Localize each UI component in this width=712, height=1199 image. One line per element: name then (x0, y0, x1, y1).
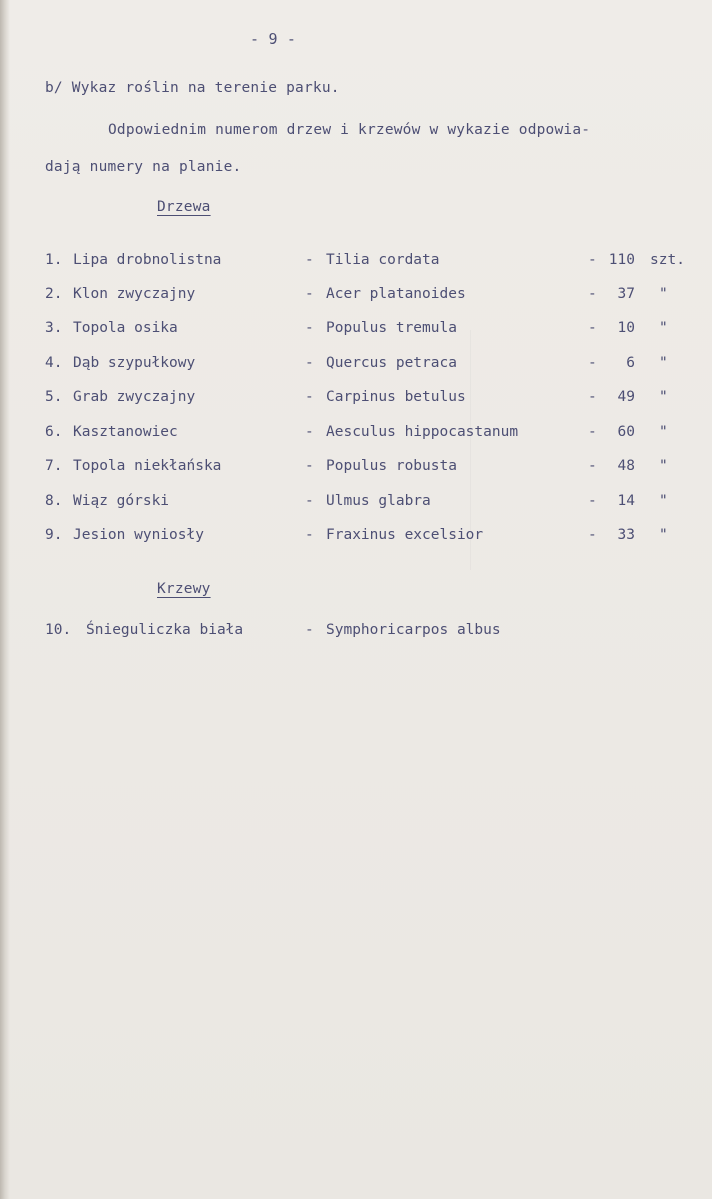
count-dash: - (588, 320, 597, 336)
count-dash: - (588, 355, 597, 371)
list-item (0, 622, 712, 646)
intro-line-2: dają numery na planie. (45, 159, 242, 175)
item-number: 3. (45, 320, 63, 336)
page-edge-shadow (0, 0, 10, 1199)
unit: " (659, 389, 668, 405)
list-item (0, 286, 712, 310)
unit: " (659, 424, 668, 440)
separator-dash: - (305, 458, 314, 474)
latin-name: Ulmus glabra (326, 493, 431, 509)
latin-name: Populus tremula (326, 320, 457, 336)
polish-name: Kasztanowiec (73, 424, 178, 440)
latin-name: Tilia cordata (326, 252, 440, 268)
list-item (0, 493, 712, 517)
item-number: 7. (45, 458, 63, 474)
separator-dash: - (305, 286, 314, 302)
count: 49 (617, 389, 635, 405)
polish-name: Topola niekłańska (73, 458, 222, 474)
trees-section-title: Drzewa (157, 199, 211, 215)
separator-dash: - (305, 424, 314, 440)
latin-name: Quercus petraca (326, 355, 457, 371)
count: 37 (617, 286, 635, 302)
count-dash: - (588, 493, 597, 509)
count: 110 (608, 252, 635, 268)
item-number: 1. (45, 252, 63, 268)
unit: " (659, 527, 668, 543)
polish-name: Klon zwyczajny (73, 286, 196, 302)
item-number: 5. (45, 389, 63, 405)
shrubs-section-title: Krzewy (157, 581, 211, 597)
item-number: 9. (45, 527, 63, 543)
polish-name: Topola osika (73, 320, 178, 336)
section-heading: b/ Wykaz roślin na terenie parku. (45, 80, 340, 96)
polish-name: Dąb szypułkowy (73, 355, 196, 371)
count: 33 (617, 527, 635, 543)
list-item (0, 527, 712, 551)
unit: " (659, 493, 668, 509)
separator-dash: - (305, 493, 314, 509)
item-number: 6. (45, 424, 63, 440)
unit: " (659, 355, 668, 371)
count: 6 (626, 355, 635, 371)
list-item (0, 252, 712, 276)
latin-name: Populus robusta (326, 458, 457, 474)
separator-dash: - (305, 252, 314, 268)
page-number: - 9 - (250, 30, 297, 48)
item-number: 10. (45, 622, 72, 638)
count-dash: - (588, 286, 597, 302)
count: 48 (617, 458, 635, 474)
count-dash: - (588, 252, 597, 268)
count: 60 (617, 424, 635, 440)
unit: " (659, 320, 668, 336)
polish-name: Lipa drobnolistna (73, 252, 222, 268)
count-dash: - (588, 424, 597, 440)
unit: " (659, 458, 668, 474)
list-item (0, 458, 712, 482)
list-item (0, 320, 712, 344)
separator-dash: - (305, 355, 314, 371)
item-number: 2. (45, 286, 63, 302)
list-item (0, 355, 712, 379)
latin-name: Aesculus hippocastanum (326, 424, 519, 440)
list-item (0, 389, 712, 413)
separator-dash: - (305, 622, 314, 638)
polish-name: Jesion wyniosły (73, 527, 204, 543)
latin-name: Symphoricarpos albus (326, 622, 501, 638)
item-number: 4. (45, 355, 63, 371)
unit: szt. (650, 252, 685, 268)
intro-line-1: Odpowiednim numerom drzew i krzewów w wykazie odpowia- (108, 122, 591, 138)
separator-dash: - (305, 320, 314, 336)
separator-dash: - (305, 527, 314, 543)
latin-name: Carpinus betulus (326, 389, 466, 405)
polish-name: Grab zwyczajny (73, 389, 196, 405)
polish-name: Wiąz górski (73, 493, 170, 509)
count-dash: - (588, 458, 597, 474)
count: 10 (617, 320, 635, 336)
latin-name: Fraxinus excelsior (326, 527, 484, 543)
list-item (0, 424, 712, 448)
unit: " (659, 286, 668, 302)
item-number: 8. (45, 493, 63, 509)
latin-name: Acer platanoides (326, 286, 466, 302)
separator-dash: - (305, 389, 314, 405)
count-dash: - (588, 389, 597, 405)
count: 14 (617, 493, 635, 509)
count-dash: - (588, 527, 597, 543)
polish-name: Śnieguliczka biała (86, 622, 244, 638)
